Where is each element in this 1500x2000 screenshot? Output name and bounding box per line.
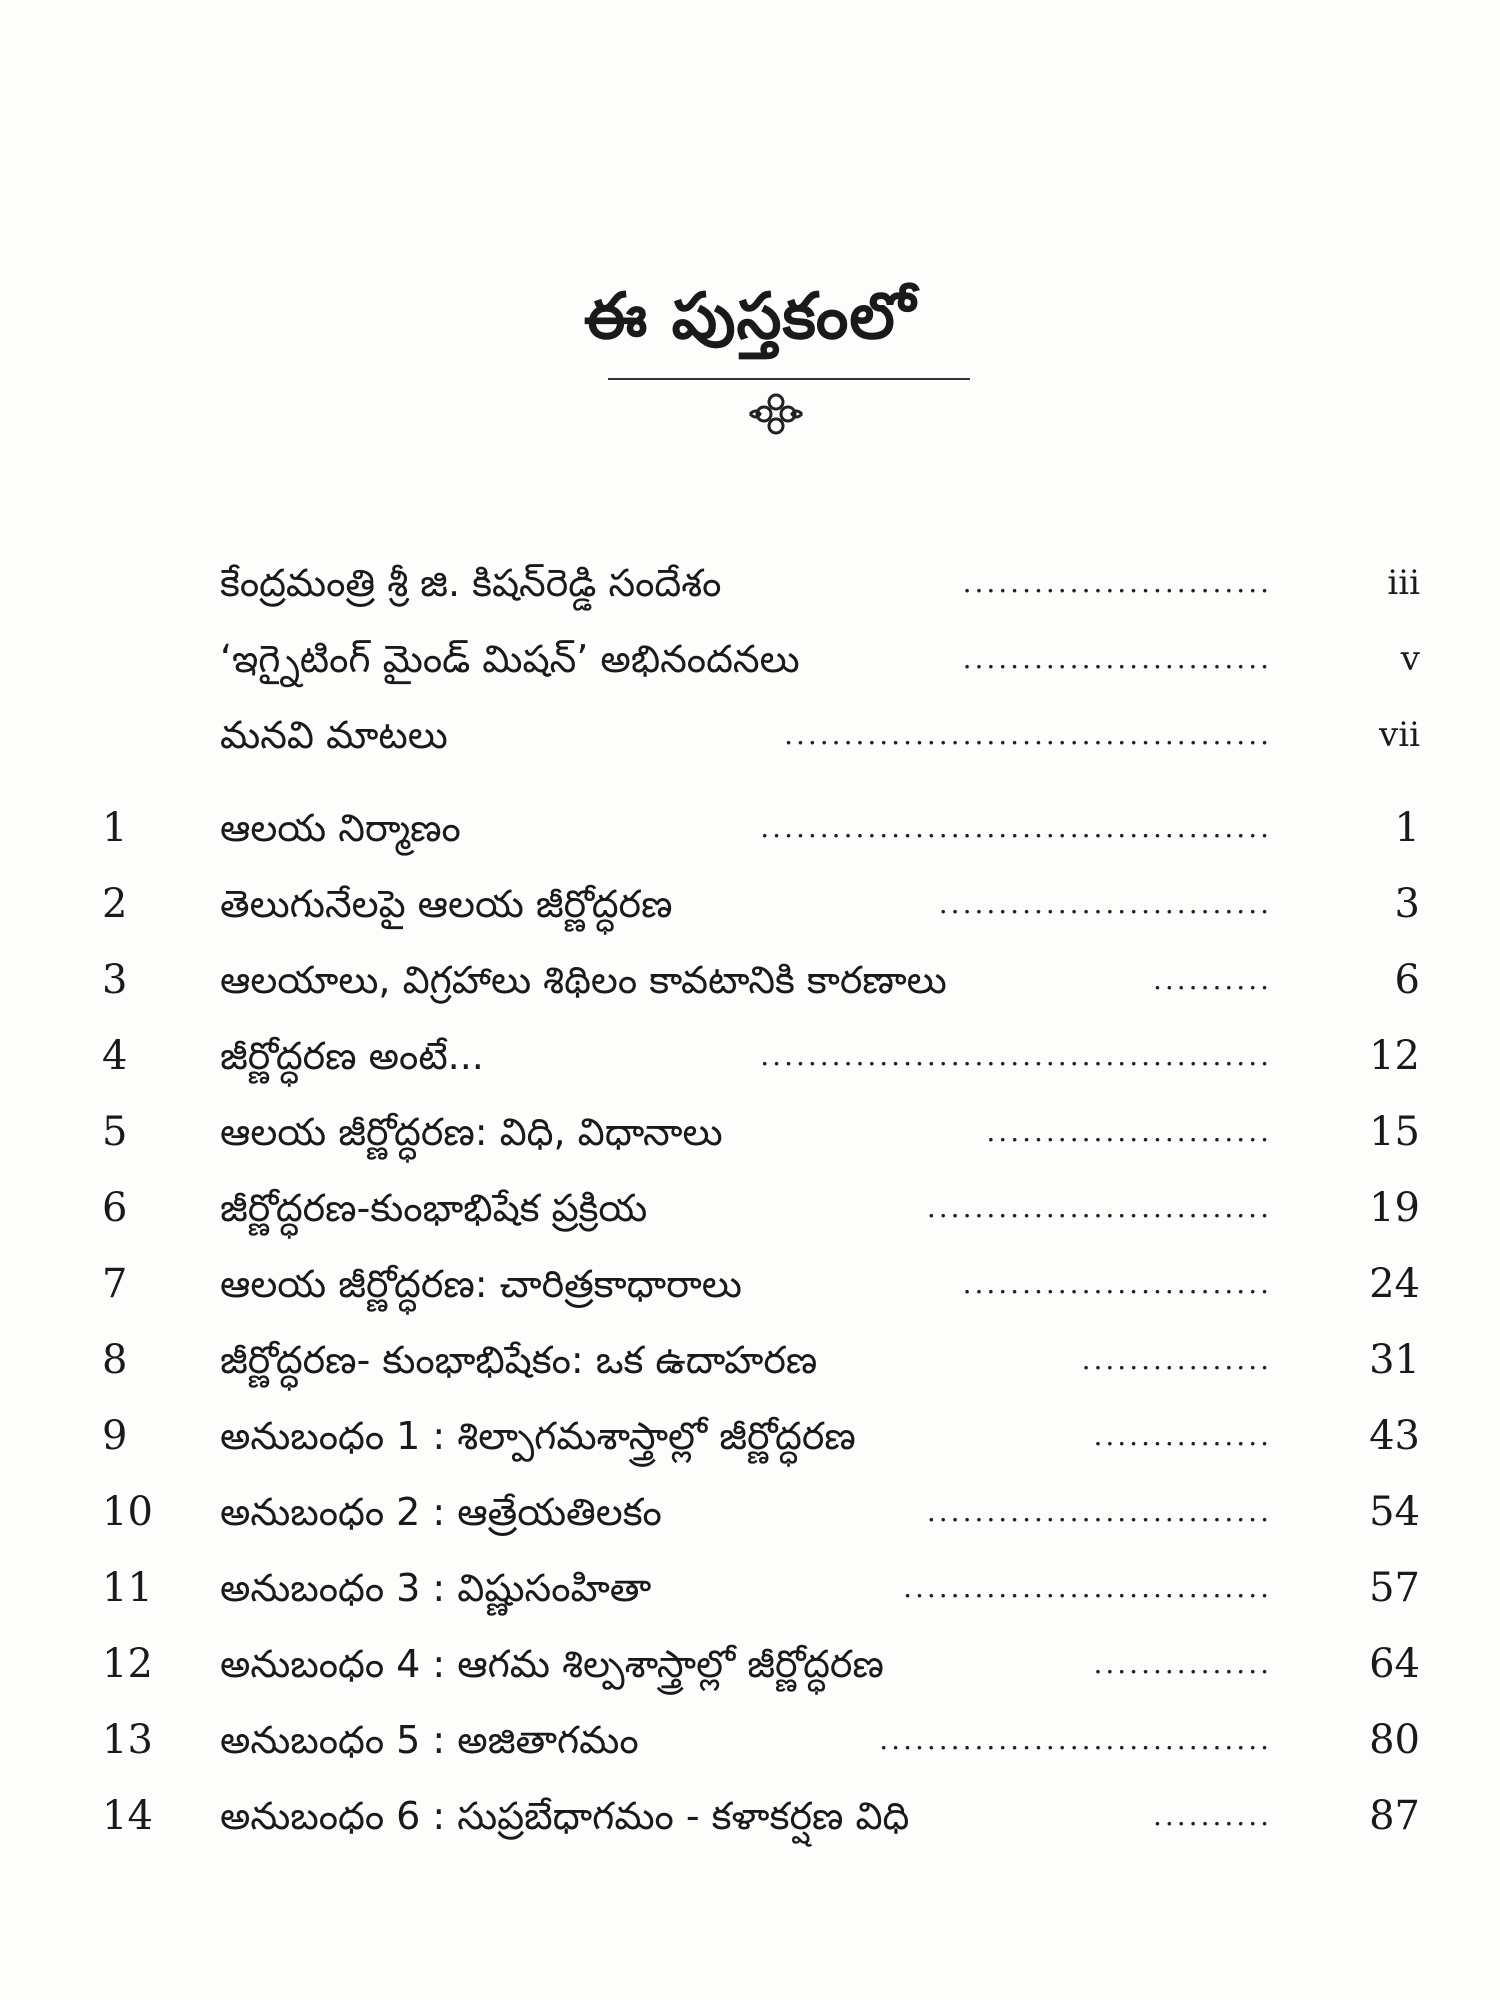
chapter-number: 14: [102, 1793, 153, 1839]
toc-entry[interactable]: [0, 545, 1500, 621]
entry-title: ‘ఇగ్నైటింగ్ మైండ్ మిషన్’ అభినందనలు: [220, 637, 800, 681]
chapter-title: అనుబంధం 4 : ఆగమ శిల్పశాస్త్రాల్లో జీర్ణోద్ధరణ: [220, 1642, 884, 1686]
chapter-title: జీర్ణోద్ధరణ- కుంభాభిషేకం: ఒక ఉదాహరణ: [220, 1338, 818, 1382]
toc-entry[interactable]: [0, 621, 1500, 697]
entry-page: v: [1400, 639, 1420, 679]
chapter-title: ఆలయాలు, విగ్రహాలు శిథిలం కావటానికి కారణాలు: [220, 958, 947, 1002]
chapter-number: 5: [102, 1109, 128, 1155]
chapter-list: [0, 790, 1500, 1854]
chapter-title: జీర్ణోద్ధరణ-కుంభాభిషేక ప్రక్రియ: [220, 1186, 648, 1230]
chapter-title: తెలుగునేలపై ఆలయ జీర్ణోద్ధరణ: [220, 882, 673, 926]
leader-dots: ............................: [938, 887, 1272, 920]
chapter-entry[interactable]: [0, 1246, 1500, 1322]
chapter-page: 3: [1394, 881, 1420, 927]
chapter-entry[interactable]: [0, 1170, 1500, 1246]
chapter-page: 1: [1394, 805, 1420, 851]
chapter-number: 10: [102, 1489, 153, 1535]
title-underline: [608, 378, 970, 380]
page-title: ఈ పుస్తకంలో: [583, 280, 917, 354]
chapter-number: 1: [102, 805, 128, 851]
chapter-page: 31: [1369, 1337, 1420, 1383]
chapter-number: 11: [102, 1565, 153, 1611]
chapter-page: 54: [1369, 1489, 1420, 1535]
leader-dots: ................: [1081, 1343, 1272, 1376]
toc-entry[interactable]: [0, 697, 1500, 773]
chapter-page: 19: [1369, 1185, 1420, 1231]
chapter-number: 13: [102, 1717, 153, 1763]
chapter-entry[interactable]: [0, 1626, 1500, 1702]
leader-dots: .........................................: [784, 718, 1272, 751]
leader-dots: ...............: [1093, 1647, 1272, 1680]
floral-knot-ornament-icon: [746, 390, 806, 438]
chapter-title: ఆలయ జీర్ణోద్ధరణ: చారిత్రకాధారాలు: [220, 1262, 742, 1306]
chapter-entry[interactable]: [0, 1702, 1500, 1778]
chapter-number: 9: [102, 1413, 128, 1459]
chapter-title: అనుబంధం 2 : ఆత్రేయతిలకం: [220, 1490, 662, 1534]
chapter-entry[interactable]: [0, 1322, 1500, 1398]
chapter-number: 4: [102, 1033, 128, 1079]
chapter-page: 24: [1369, 1261, 1420, 1307]
chapter-page: 12: [1369, 1033, 1420, 1079]
chapter-title: జీర్ణోద్ధరణ అంటే...: [220, 1034, 484, 1078]
chapter-number: 12: [102, 1641, 153, 1687]
chapter-title: అనుబంధం 1 : శిల్పాగమశాస్త్రాల్లో జీర్ణోద్ధరణ: [220, 1414, 856, 1458]
chapter-number: 7: [102, 1261, 128, 1307]
chapter-page: 87: [1369, 1793, 1420, 1839]
leader-dots: ...........................................: [760, 1039, 1272, 1072]
chapter-page: 43: [1369, 1413, 1420, 1459]
leader-dots: ..........................: [962, 1267, 1272, 1300]
chapter-entry[interactable]: [0, 790, 1500, 866]
chapter-entry[interactable]: [0, 1550, 1500, 1626]
chapter-page: 15: [1369, 1109, 1420, 1155]
chapter-entry[interactable]: [0, 1018, 1500, 1094]
leader-dots: ..........................: [962, 642, 1272, 675]
chapter-title: అనుబంధం 6 : సుప్రబేధాగమం - కళాకర్షణ విధి: [220, 1794, 910, 1838]
chapter-number: 3: [102, 957, 128, 1003]
chapter-entry[interactable]: [0, 942, 1500, 1018]
entry-page: vii: [1379, 715, 1420, 755]
leader-dots: ..........................: [962, 566, 1272, 599]
chapter-page: 80: [1369, 1717, 1420, 1763]
entry-title: మనవి మాటలు: [220, 713, 448, 757]
leader-dots: ..........: [1152, 1799, 1272, 1832]
chapter-page: 6: [1394, 957, 1420, 1003]
chapter-entry[interactable]: [0, 866, 1500, 942]
leader-dots: .............................: [926, 1191, 1272, 1224]
front-matter-list: [0, 545, 1500, 773]
chapter-title: అనుబంధం 5 : అజితాగమం: [220, 1718, 639, 1762]
chapter-number: 2: [102, 881, 128, 927]
chapter-title: ఆలయ జీర్ణోద్ధరణ: విధి, విధానాలు: [220, 1110, 723, 1154]
chapter-number: 6: [102, 1185, 128, 1231]
entry-page: iii: [1387, 563, 1420, 603]
leader-dots: ...............................: [903, 1571, 1272, 1604]
chapter-title: ఆలయ నిర్మాణం: [220, 806, 461, 850]
leader-dots: ..........: [1152, 963, 1272, 996]
leader-dots: ...............: [1093, 1419, 1272, 1452]
leader-dots: .............................: [926, 1495, 1272, 1528]
leader-dots: ........................: [986, 1115, 1272, 1148]
leader-dots: ...........................................: [760, 811, 1272, 844]
leader-dots: .................................: [879, 1723, 1272, 1756]
chapter-entry[interactable]: [0, 1474, 1500, 1550]
chapter-page: 64: [1369, 1641, 1420, 1687]
chapter-entry[interactable]: [0, 1778, 1500, 1854]
chapter-page: 57: [1369, 1565, 1420, 1611]
chapter-entry[interactable]: [0, 1398, 1500, 1474]
chapter-number: 8: [102, 1337, 128, 1383]
chapter-entry[interactable]: [0, 1094, 1500, 1170]
chapter-title: అనుబంధం 3 : విష్ణుసంహితా: [220, 1566, 652, 1610]
entry-title: కేంద్రమంత్రి శ్రీ జి. కిషన్‌రెడ్డి సందేశం: [220, 561, 722, 605]
